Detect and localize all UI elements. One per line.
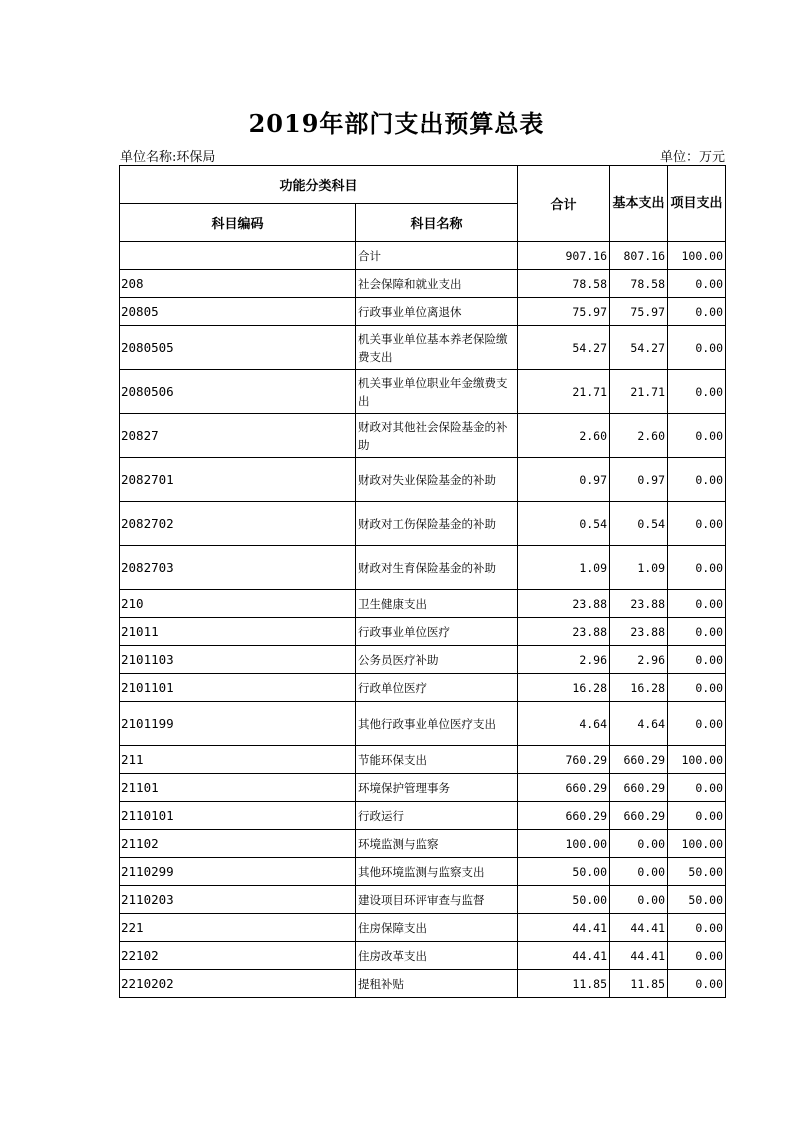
unit-name: 单位名称:环保局 — [120, 150, 216, 165]
subject-code: 208 — [120, 270, 356, 298]
basic-amount: 75.97 — [610, 298, 668, 326]
subject-name: 其他行政事业单位医疗支出 — [356, 702, 518, 746]
table-row — [120, 590, 726, 618]
basic-amount: 0.97 — [610, 458, 668, 502]
subject-name: 财政对失业保险基金的补助 — [356, 458, 518, 502]
table-row — [120, 802, 726, 830]
subject-name: 机关事业单位基本养老保险缴费支出 — [356, 326, 518, 370]
table-row — [120, 618, 726, 646]
basic-amount: 21.71 — [610, 370, 668, 414]
header-total: 合计 — [518, 166, 610, 242]
basic-amount: 660.29 — [610, 774, 668, 802]
project-amount: 0.00 — [668, 618, 726, 646]
subject-code: 2101103 — [120, 646, 356, 674]
total-amount: 100.00 — [518, 830, 610, 858]
total-amount: 23.88 — [518, 590, 610, 618]
project-amount: 0.00 — [668, 298, 726, 326]
header-function-class: 功能分类科目 — [120, 166, 518, 204]
table-row — [120, 970, 726, 998]
header-basic: 基本支出 — [610, 166, 668, 242]
page-title: 2019年部门支出预算总表 — [248, 109, 545, 138]
project-amount: 0.00 — [668, 370, 726, 414]
project-amount: 0.00 — [668, 774, 726, 802]
subject-name: 公务员医疗补助 — [356, 646, 518, 674]
subject-code: 20805 — [120, 298, 356, 326]
basic-amount: 2.96 — [610, 646, 668, 674]
basic-amount: 0.54 — [610, 502, 668, 546]
table-row — [120, 674, 726, 702]
subject-code: 21102 — [120, 830, 356, 858]
project-amount: 0.00 — [668, 326, 726, 370]
table-row — [120, 746, 726, 774]
project-amount: 0.00 — [668, 646, 726, 674]
subject-code: 2080506 — [120, 370, 356, 414]
table-row — [120, 242, 726, 270]
subject-code: 2082702 — [120, 502, 356, 546]
subject-name: 机关事业单位职业年金缴费支出 — [356, 370, 518, 414]
total-amount: 11.85 — [518, 970, 610, 998]
basic-amount: 0.00 — [610, 886, 668, 914]
total-amount: 16.28 — [518, 674, 610, 702]
total-amount: 907.16 — [518, 242, 610, 270]
subject-code: 2080505 — [120, 326, 356, 370]
subject-code: 2082703 — [120, 546, 356, 590]
subject-name: 行政运行 — [356, 802, 518, 830]
table-row — [120, 270, 726, 298]
subject-name: 行政事业单位离退休 — [356, 298, 518, 326]
subject-code: 21011 — [120, 618, 356, 646]
total-amount: 2.96 — [518, 646, 610, 674]
basic-amount: 660.29 — [610, 746, 668, 774]
table-row — [120, 370, 726, 414]
project-amount: 0.00 — [668, 270, 726, 298]
subject-code: 210 — [120, 590, 356, 618]
subject-code: 221 — [120, 914, 356, 942]
table-row — [120, 458, 726, 502]
subject-name: 环境保护管理事务 — [356, 774, 518, 802]
total-amount: 44.41 — [518, 942, 610, 970]
project-amount: 0.00 — [668, 414, 726, 458]
project-amount: 50.00 — [668, 886, 726, 914]
table-row — [120, 774, 726, 802]
subject-name: 住房改革支出 — [356, 942, 518, 970]
subject-name: 建设项目环评审查与监督 — [356, 886, 518, 914]
basic-amount: 44.41 — [610, 914, 668, 942]
basic-amount: 2.60 — [610, 414, 668, 458]
basic-amount: 4.64 — [610, 702, 668, 746]
project-amount: 0.00 — [668, 458, 726, 502]
header-name: 科目名称 — [356, 204, 518, 242]
project-amount: 100.00 — [668, 242, 726, 270]
table-row — [120, 886, 726, 914]
project-amount: 0.00 — [668, 914, 726, 942]
project-amount: 50.00 — [668, 858, 726, 886]
project-amount: 100.00 — [668, 830, 726, 858]
total-amount: 0.97 — [518, 458, 610, 502]
subject-name: 合计 — [356, 242, 518, 270]
total-amount: 1.09 — [518, 546, 610, 590]
table-row — [120, 942, 726, 970]
subject-code: 2101101 — [120, 674, 356, 702]
basic-amount: 23.88 — [610, 618, 668, 646]
subject-code: 20827 — [120, 414, 356, 458]
currency-unit-label: 单位：万元 — [659, 150, 725, 165]
basic-amount: 44.41 — [610, 942, 668, 970]
subject-name: 环境监测与监察 — [356, 830, 518, 858]
subject-code: 2101199 — [120, 702, 356, 746]
subject-name: 财政对工伤保险基金的补助 — [356, 502, 518, 546]
basic-amount: 807.16 — [610, 242, 668, 270]
project-amount: 0.00 — [668, 502, 726, 546]
subject-code: 2110101 — [120, 802, 356, 830]
basic-amount: 16.28 — [610, 674, 668, 702]
project-amount: 0.00 — [668, 674, 726, 702]
subject-name: 财政对生育保险基金的补助 — [356, 546, 518, 590]
total-amount: 44.41 — [518, 914, 610, 942]
subject-code: 2110299 — [120, 858, 356, 886]
subject-code: 2082701 — [120, 458, 356, 502]
total-amount: 54.27 — [518, 326, 610, 370]
total-amount: 50.00 — [518, 858, 610, 886]
subject-name: 节能环保支出 — [356, 746, 518, 774]
table-row — [120, 502, 726, 546]
total-amount: 23.88 — [518, 618, 610, 646]
total-amount: 760.29 — [518, 746, 610, 774]
basic-amount: 11.85 — [610, 970, 668, 998]
project-amount: 100.00 — [668, 746, 726, 774]
basic-amount: 54.27 — [610, 326, 668, 370]
table-row — [120, 858, 726, 886]
subject-name: 行政单位医疗 — [356, 674, 518, 702]
basic-amount: 23.88 — [610, 590, 668, 618]
subject-code: 2210202 — [120, 970, 356, 998]
project-amount: 0.00 — [668, 802, 726, 830]
header-project: 项目支出 — [668, 166, 726, 242]
project-amount: 0.00 — [668, 970, 726, 998]
subject-code: 21101 — [120, 774, 356, 802]
project-amount: 0.00 — [668, 546, 726, 590]
basic-amount: 0.00 — [610, 858, 668, 886]
project-amount: 0.00 — [668, 702, 726, 746]
basic-amount: 0.00 — [610, 830, 668, 858]
subject-name: 财政对其他社会保险基金的补助 — [356, 414, 518, 458]
subject-name: 社会保障和就业支出 — [356, 270, 518, 298]
total-amount: 78.58 — [518, 270, 610, 298]
table-row — [120, 298, 726, 326]
project-amount: 0.00 — [668, 942, 726, 970]
total-amount: 660.29 — [518, 802, 610, 830]
total-amount: 4.64 — [518, 702, 610, 746]
total-amount: 75.97 — [518, 298, 610, 326]
total-amount: 21.71 — [518, 370, 610, 414]
basic-amount: 660.29 — [610, 802, 668, 830]
subject-code — [120, 242, 356, 270]
table-row — [120, 702, 726, 746]
table-row — [120, 326, 726, 370]
total-amount: 50.00 — [518, 886, 610, 914]
budget-table — [119, 165, 726, 998]
table-row — [120, 914, 726, 942]
subject-name: 提租补贴 — [356, 970, 518, 998]
basic-amount: 1.09 — [610, 546, 668, 590]
subject-name: 其他环境监测与监察支出 — [356, 858, 518, 886]
basic-amount: 78.58 — [610, 270, 668, 298]
subject-name: 行政事业单位医疗 — [356, 618, 518, 646]
total-amount: 2.60 — [518, 414, 610, 458]
table-row — [120, 830, 726, 858]
total-amount: 660.29 — [518, 774, 610, 802]
subject-name: 卫生健康支出 — [356, 590, 518, 618]
subject-code: 2110203 — [120, 886, 356, 914]
table-row — [120, 646, 726, 674]
project-amount: 0.00 — [668, 590, 726, 618]
header-code: 科目编码 — [120, 204, 356, 242]
subject-code: 22102 — [120, 942, 356, 970]
table-row — [120, 546, 726, 590]
table-row — [120, 414, 726, 458]
total-amount: 0.54 — [518, 502, 610, 546]
subject-code: 211 — [120, 746, 356, 774]
subject-name: 住房保障支出 — [356, 914, 518, 942]
